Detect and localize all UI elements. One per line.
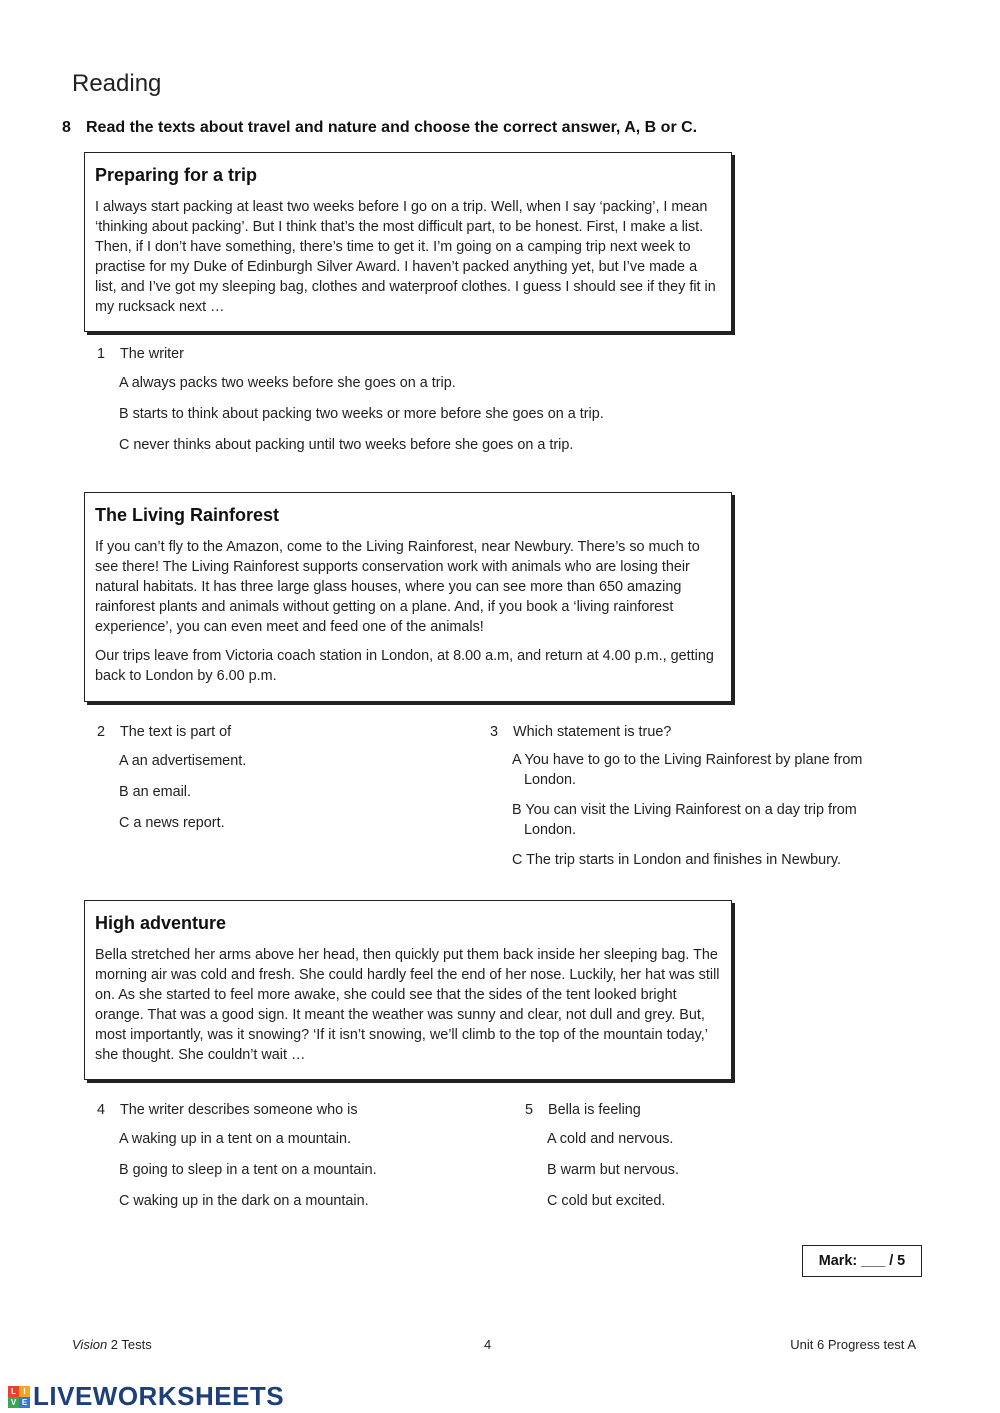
option-b[interactable]: B warm but nervous. [547, 1162, 679, 1178]
option-a[interactable]: A cold and nervous. [547, 1131, 674, 1147]
text-title: The Living Rainforest [95, 505, 280, 525]
logo-badge-letter: E [19, 1397, 30, 1408]
option-a[interactable]: A You have to go to the Living Rainforest by plane from London. [512, 752, 863, 788]
footer-title-italic: Vision [72, 1337, 108, 1352]
instruction-text: Read the texts about travel and nature and choose the correct answer, A, B or C. [86, 119, 698, 136]
text-box-rainforest [84, 492, 732, 702]
question-number: 5 [525, 1102, 534, 1118]
logo-badge-letter: V [8, 1397, 19, 1408]
question-stem: The writer [120, 346, 184, 362]
mark-box: Mark: ___ / 5 [802, 1245, 922, 1277]
option-b[interactable]: B starts to think about packing two weeks or more before she goes on a trip. [119, 406, 604, 422]
option-c[interactable]: C waking up in the dark on a mountain. [119, 1193, 369, 1209]
logo-badge-letter: I [19, 1386, 30, 1397]
option-b[interactable]: B an email. [119, 784, 191, 800]
footer-title-rest: 2 Tests [107, 1337, 152, 1352]
option-a[interactable]: A an advertisement. [119, 753, 247, 769]
text-paragraph: I always start packing at least two weeks before I go on a trip. Well, when I say ‘packing’, I mean ‘thinking about packing’. But I think that’s the most difficult part, to be honest. First, I make a list. Then, if I don’t have something, there’s time to get it. I’m going on a camping trip next week to practise for my Duke of Edinburgh Silver Award. I haven’t packed anything yet, but I’ve made a list, and I’ve got my sleeping bag, clothes and waterproof clothes. I guess I should see if they fit in my rucksack next … [95, 199, 716, 315]
logo-text: LIVEWORKSHEETS [33, 1381, 285, 1411]
text-box-preparing [84, 152, 732, 332]
question-number: 1 [97, 346, 106, 362]
question-3 [490, 724, 890, 870]
question-2 [97, 724, 457, 833]
logo-badge-icon [8, 1386, 30, 1408]
option-c[interactable]: C cold but excited. [547, 1193, 666, 1209]
question-4 [97, 1102, 477, 1211]
logo-badge-letter: L [8, 1386, 19, 1397]
text-box-high-adventure [84, 900, 732, 1080]
question-number: 2 [97, 724, 106, 740]
page-number: 4 [484, 1337, 492, 1352]
footer-left [72, 1337, 152, 1352]
instruction-number: 8 [62, 119, 71, 136]
option-c[interactable]: C never thinks about packing until two weeks before she goes on a trip. [119, 437, 574, 453]
text-paragraph: Bella stretched her arms above her head, then quickly put them back inside her sleeping bag. The morning air was cold and fresh. She could hardly feel the end of her nose. Luckily, her hat was still on. As she started to feel more awake, she could see that the sides of the tent looked bright orange. That was a good sign. It meant the weather was sunny and clear, not dull and grey. But, most importantly, was it snowing? ‘If it isn’t snowing, we’ll climb to the top of the mountain today,’ she thought. She couldn’t wait … [95, 947, 720, 1063]
instruction [62, 119, 697, 137]
question-stem: Which statement is true? [513, 724, 672, 740]
text-paragraph: Our trips leave from Victoria coach station in London, at 8.00 a.m, and return at 4.00 p.m., getting back to London by 6.00 p.m. [95, 648, 714, 684]
text-title: High adventure [95, 913, 227, 933]
option-a[interactable]: A always packs two weeks before she goes on a trip. [119, 375, 456, 391]
option-c[interactable]: C The trip starts in London and finishes in Newbury. [512, 852, 842, 868]
question-number: 4 [97, 1102, 106, 1118]
question-1 [97, 346, 737, 455]
question-number: 3 [490, 724, 499, 740]
option-a[interactable]: A waking up in a tent on a mountain. [119, 1131, 352, 1147]
text-paragraph: If you can’t fly to the Amazon, come to the Living Rainforest, near Newbury. There’s so much to see there! The Living Rainforest supports conservation work with animals who are losing their natural habitats. It has three large glass houses, where you can see more than 650 amazing rainforest plants and animals without getting on a plane. And, if you book a ‘living rainforest experience’, you can even meet and feed one of the animals! [95, 539, 700, 635]
option-b[interactable]: B going to sleep in a tent on a mountain. [119, 1162, 377, 1178]
option-b[interactable]: B You can visit the Living Rainforest on a day trip from London. [512, 802, 857, 838]
option-c[interactable]: C a news report. [119, 815, 225, 831]
section-title: Reading [72, 70, 162, 97]
question-stem: The writer describes someone who is [120, 1102, 358, 1118]
liveworksheets-logo[interactable] [8, 1381, 284, 1412]
text-title: Preparing for a trip [95, 165, 258, 185]
question-5 [525, 1102, 885, 1211]
footer-right: Unit 6 Progress test A [790, 1337, 916, 1352]
question-stem: The text is part of [120, 724, 232, 740]
question-stem: Bella is feeling [548, 1102, 641, 1118]
